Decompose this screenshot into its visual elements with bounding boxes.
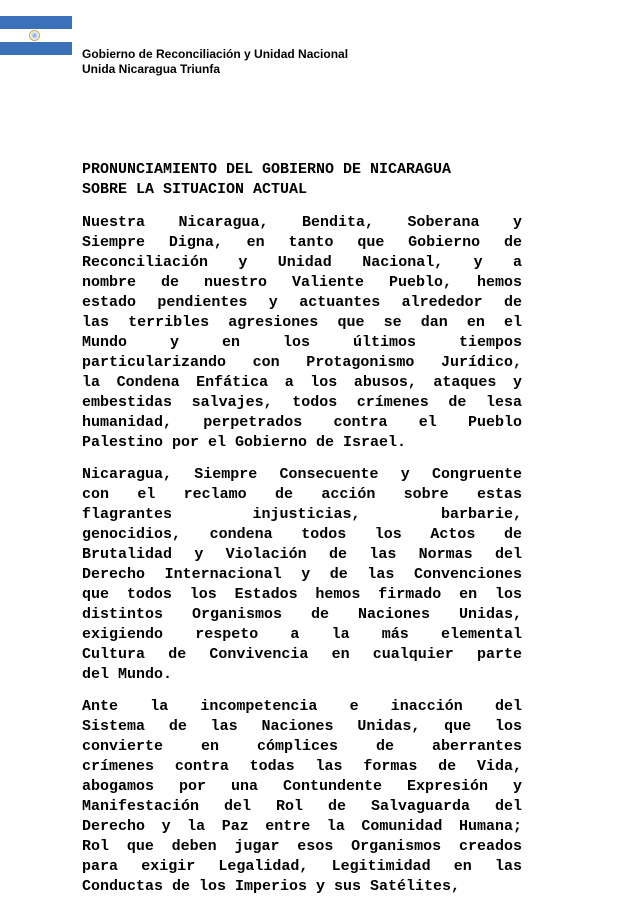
government-letterhead (82, 47, 348, 77)
paragraph-line: la Condena Enfática a los abusos, ataques y (82, 374, 522, 391)
document-body (82, 213, 522, 909)
paragraph-line: nombre de nuestro Valiente Pueblo, hemos (82, 274, 522, 291)
paragraph-line: Conductas de los Imperios y sus Satélites, (82, 878, 461, 895)
paragraph-line: Sistema de las Naciones Unidas, que los (82, 718, 522, 735)
paragraph-line: Cultura de Convivencia en cualquier parte (82, 646, 522, 663)
flag-blue-band-bottom (0, 42, 72, 55)
paragraph-line: Palestino por el Gobierno de Israel. (82, 434, 407, 451)
letterhead-line-1: Gobierno de Reconciliación y Unidad Nacional (82, 47, 349, 61)
paragraph-line: embestidas salvajes, todos crímenes de lesa (82, 394, 522, 411)
paragraph-line: Nicaragua, Siempre Consecuente y Congruente (82, 466, 522, 483)
paragraph-line: Reconciliación y Unidad Nacional, y a (82, 254, 522, 271)
paragraph-line: abogamos por una Contundente Expresión y (82, 778, 522, 795)
document-title (82, 160, 522, 200)
paragraph-3 (82, 697, 522, 897)
paragraph-line: distintos Organismos de Naciones Unidas, (82, 606, 522, 623)
paragraph-line: flagrantes injusticias, barbarie, (82, 506, 522, 523)
flag-blue-band-top (0, 16, 72, 29)
paragraph-line: Derecho y la Paz entre la Comunidad Humana; (82, 818, 522, 835)
title-line-1: PRONUNCIAMIENTO DEL GOBIERNO DE NICARAGUA (82, 161, 452, 178)
paragraph-line: con el reclamo de acción sobre estas (82, 486, 522, 503)
paragraph-line: para exigir Legalidad, Legitimidad en las (82, 858, 522, 875)
paragraph-line: que todos los Estados hemos firmado en los (82, 586, 522, 603)
paragraph-line: humanidad, perpetrados contra el Pueblo (82, 414, 522, 431)
title-line-2: SOBRE LA SITUACION ACTUAL (82, 181, 308, 198)
paragraph-line: Mundo y en los últimos tiempos (82, 334, 522, 351)
paragraph-line: Derecho Internacional y de las Convenciones (82, 566, 522, 583)
paragraph-line: del Mundo. (82, 666, 173, 683)
letterhead-line-2: Unida Nicaragua Triunfa (82, 62, 221, 76)
coat-of-arms-icon (29, 30, 40, 41)
paragraph-line: Rol que deben jugar esos Organismos creados (82, 838, 522, 855)
paragraph-line: genocidios, condena todos los Actos de (82, 526, 522, 543)
paragraph-line: exigiendo respeto a la más elemental (82, 626, 522, 643)
paragraph-line: Nuestra Nicaragua, Bendita, Soberana y (82, 214, 522, 231)
paragraph-2 (82, 465, 522, 685)
paragraph-line: Manifestación del Rol de Salvaguarda del (82, 798, 522, 815)
paragraph-line: Ante la incompetencia e inacción del (82, 698, 522, 715)
nicaragua-flag-logo (0, 16, 72, 55)
paragraph-1 (82, 213, 522, 453)
paragraph-line: las terribles agresiones que se dan en el (82, 314, 522, 331)
paragraph-line: particularizando con Protagonismo Jurídico, (82, 354, 522, 371)
paragraph-line: Siempre Digna, en tanto que Gobierno de (82, 234, 522, 251)
paragraph-line: convierte en cómplices de aberrantes (82, 738, 522, 755)
paragraph-line: Brutalidad y Violación de las Normas del (82, 546, 522, 563)
paragraph-line: estado pendientes y actuantes alrededor de (82, 294, 522, 311)
paragraph-line: crímenes contra todas las formas de Vida, (82, 758, 522, 775)
